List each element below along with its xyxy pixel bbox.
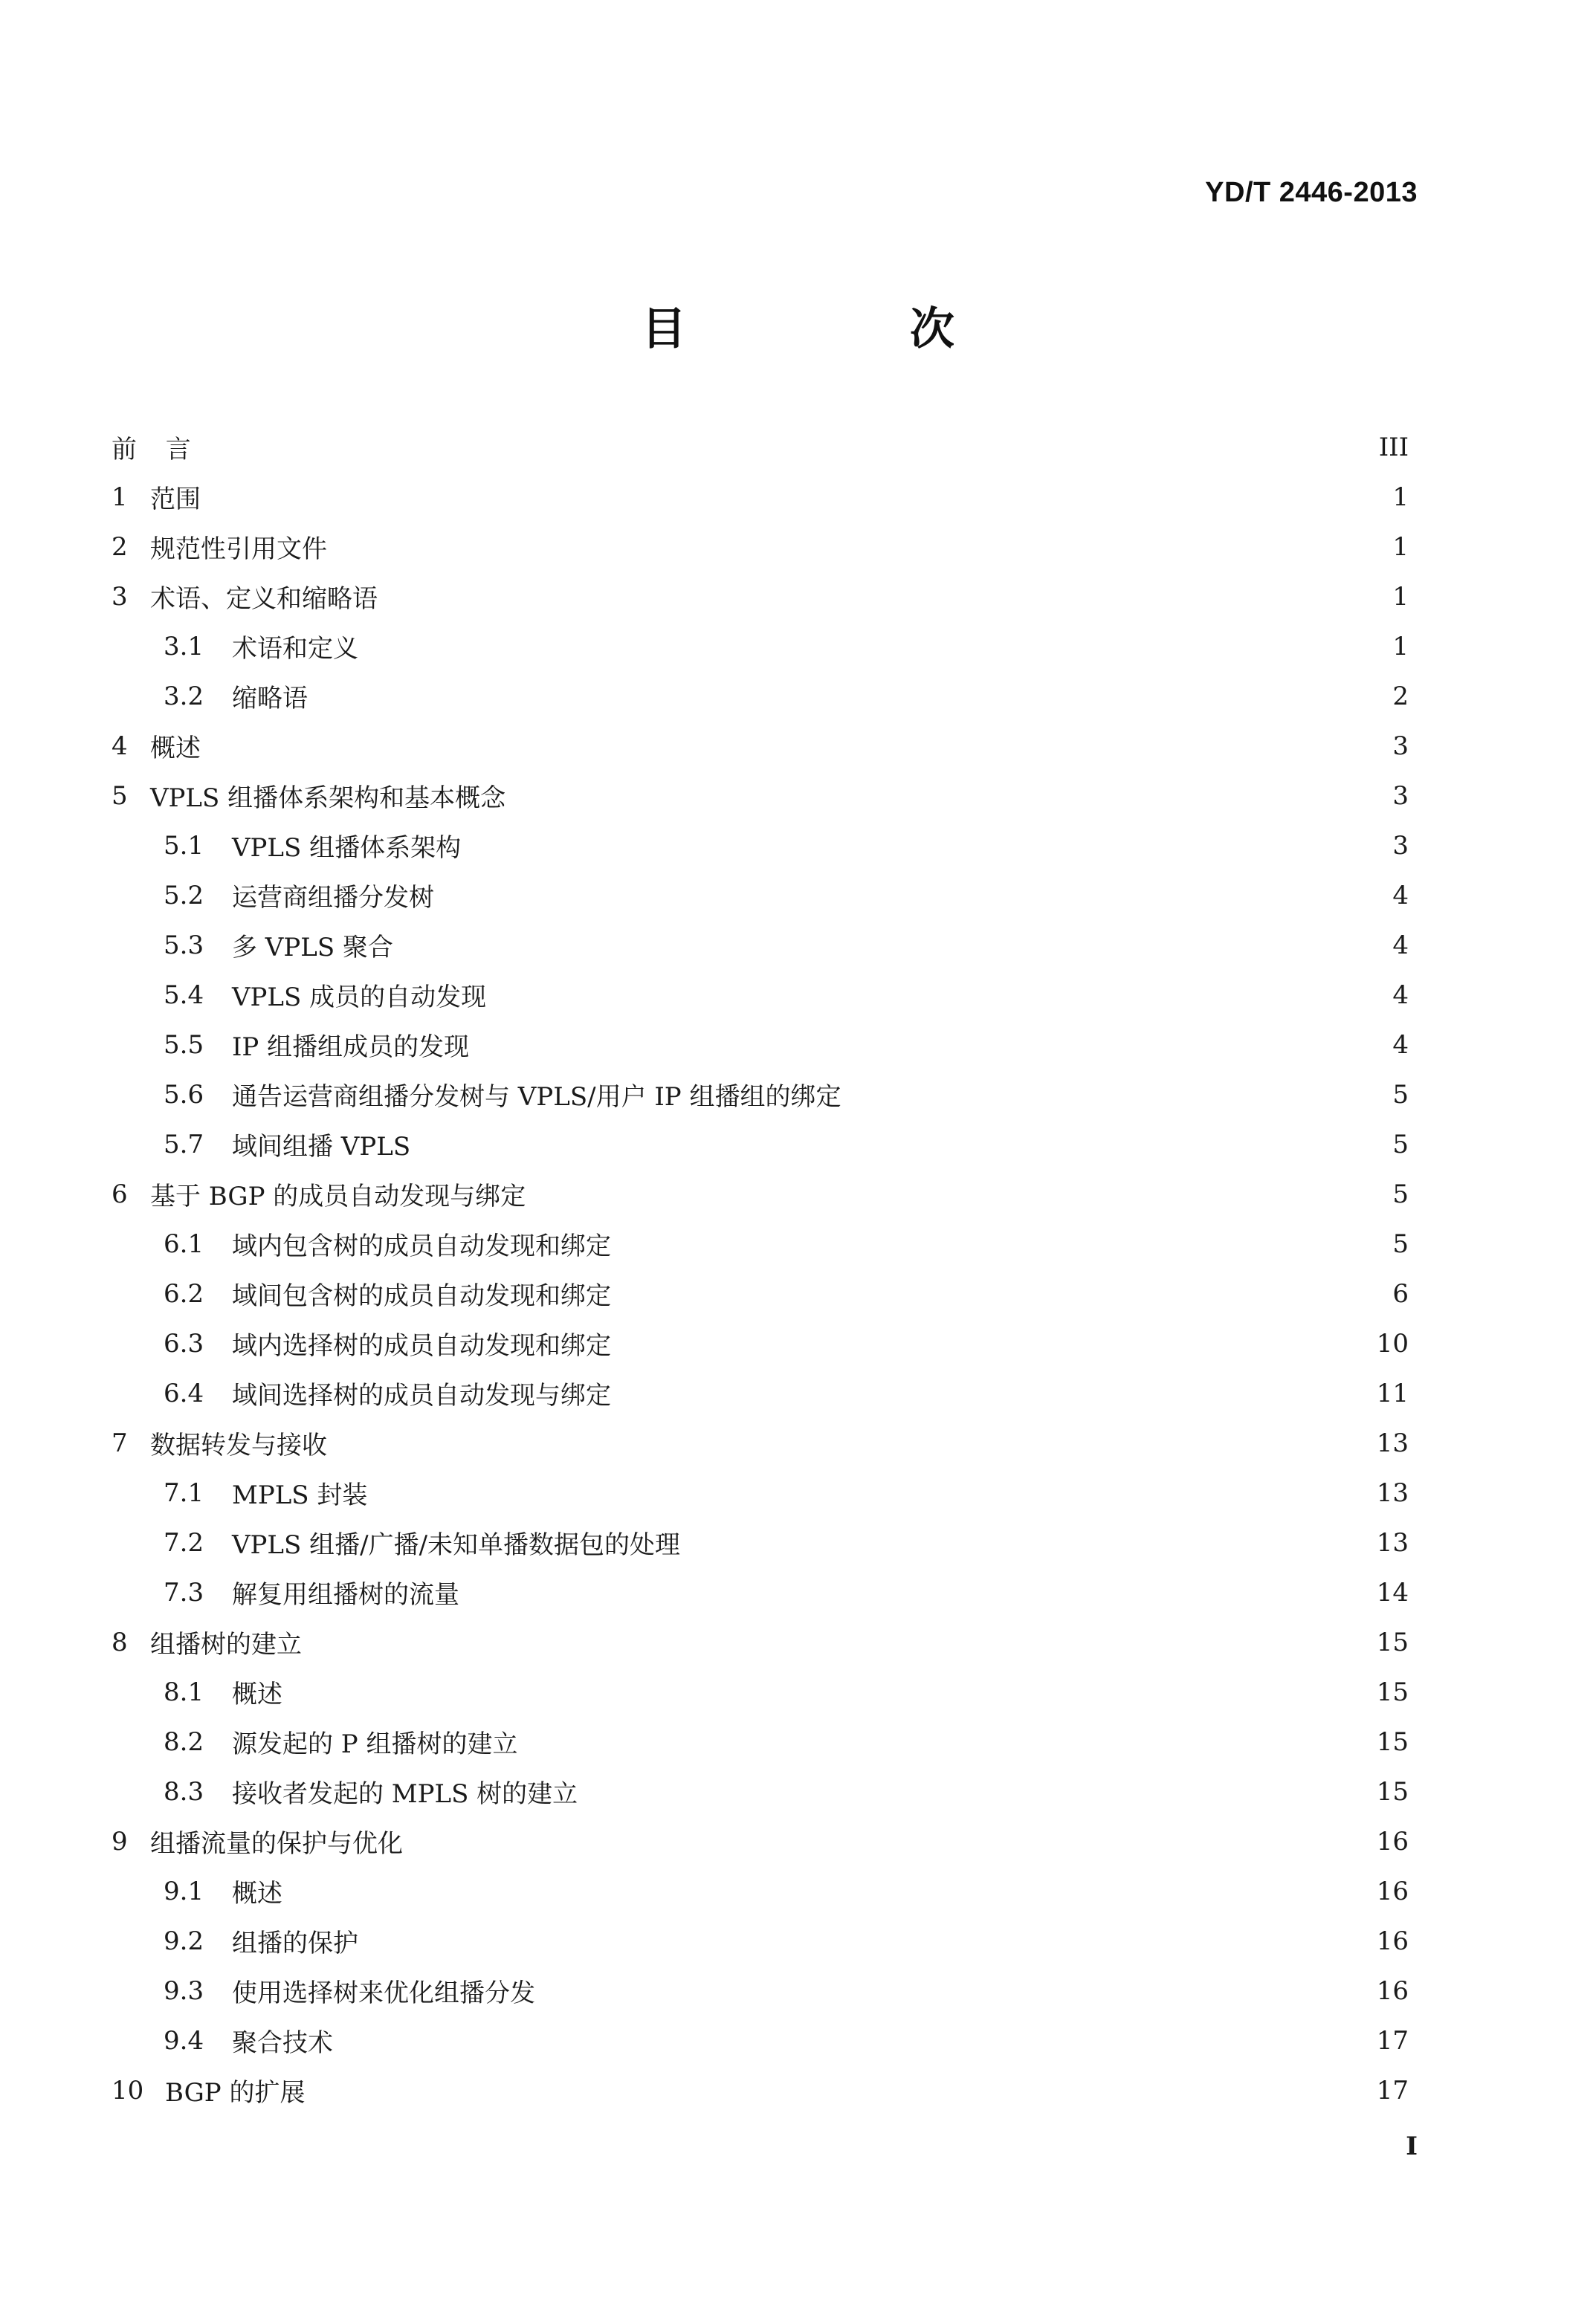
toc-dot-leader bbox=[440, 883, 1389, 908]
toc-entry-title: 解复用组播树的流量 bbox=[232, 1574, 462, 1611]
toc-dot-leader bbox=[364, 1929, 1374, 1954]
toc-entry-number: 3 bbox=[112, 581, 128, 612]
toc-dot-leader bbox=[492, 983, 1389, 1008]
toc-entry-page: 13 bbox=[1376, 1428, 1409, 1458]
toc-entry[interactable] bbox=[112, 1617, 1409, 1667]
toc-dot-leader bbox=[288, 1879, 1374, 1904]
toc-entry-number: 5.5 bbox=[164, 1029, 204, 1060]
toc-entry-page: 5 bbox=[1392, 1079, 1409, 1110]
toc-entry-title: 接收者发起的 MPLS 树的建立 bbox=[232, 1773, 581, 1810]
toc-entry[interactable] bbox=[112, 621, 1409, 671]
toc-dot-leader bbox=[207, 734, 1389, 759]
toc-entry[interactable] bbox=[112, 1269, 1409, 1318]
toc-entry-number: 5.4 bbox=[164, 980, 204, 1010]
toc-entry-number: 6 bbox=[112, 1179, 128, 1209]
toc-entry-title: MPLS 封装 bbox=[232, 1475, 370, 1511]
toc-entry-title: 组播树的建立 bbox=[150, 1624, 305, 1660]
toc-entry[interactable] bbox=[112, 1368, 1409, 1418]
toc-entry[interactable] bbox=[112, 1418, 1409, 1468]
toc-entry-page: 5 bbox=[1392, 1129, 1409, 1159]
toc-entry-title: 域内包含树的成员自动发现和绑定 bbox=[232, 1226, 614, 1262]
toc-entry[interactable] bbox=[112, 1866, 1409, 1916]
toc-entry[interactable] bbox=[112, 1816, 1409, 1866]
toc-dot-leader bbox=[333, 1431, 1374, 1456]
toc-entry-title: 范围 bbox=[150, 479, 204, 515]
toc-dot-leader bbox=[584, 1779, 1374, 1805]
toc-entry-number: 5.2 bbox=[164, 880, 204, 910]
toc-entry-title: 术语、定义和缩略语 bbox=[150, 578, 381, 615]
toc-entry-page: 15 bbox=[1376, 1677, 1409, 1707]
toc-dot-leader bbox=[207, 435, 1376, 460]
toc-entry[interactable] bbox=[112, 1567, 1409, 1617]
toc-entry-number: 6.1 bbox=[164, 1229, 204, 1259]
toc-entry-title: 组播流量的保护与优化 bbox=[150, 1823, 406, 1859]
toc-dot-leader bbox=[511, 783, 1389, 809]
toc-entry-title: 概述 bbox=[232, 1873, 285, 1909]
toc-entry-page: III bbox=[1378, 432, 1409, 462]
toc-entry-title: 通告运营商组播分发树与 VPLS/用户 IP 组播组的绑定 bbox=[232, 1076, 844, 1113]
toc-entry-number: 6.3 bbox=[164, 1328, 204, 1359]
toc-dot-leader bbox=[399, 933, 1389, 958]
toc-entry-title: 概述 bbox=[232, 1674, 285, 1710]
toc-entry-title: VPLS 组播体系架构 bbox=[232, 827, 464, 864]
toc-entry[interactable] bbox=[112, 1667, 1409, 1717]
toc-dot-leader bbox=[524, 1729, 1374, 1755]
toc-entry-number: 6.2 bbox=[164, 1278, 204, 1309]
toc-dot-leader bbox=[475, 1032, 1389, 1058]
toc-dot-leader bbox=[314, 684, 1389, 709]
toc-entry-number: 2 bbox=[112, 531, 128, 562]
toc-dot-leader bbox=[541, 1978, 1374, 2004]
toc-entry-number: 8.1 bbox=[164, 1677, 204, 1707]
toc-entry-page: 3 bbox=[1392, 780, 1409, 811]
toc-dot-leader bbox=[364, 634, 1389, 659]
toc-entry-number: 3.2 bbox=[164, 681, 204, 711]
toc-dot-leader bbox=[384, 584, 1389, 609]
toc-entry-number: 5 bbox=[112, 780, 128, 811]
toc-entry-number: 4 bbox=[112, 731, 128, 761]
toc-entry-number: 7.1 bbox=[164, 1477, 204, 1508]
toc-entry-page: 17 bbox=[1376, 2025, 1409, 2056]
toc-entry-number: 9.1 bbox=[164, 1876, 204, 1906]
toc-entry-title: 域间包含树的成员自动发现和绑定 bbox=[232, 1275, 614, 1312]
toc-entry-page: 17 bbox=[1376, 2075, 1409, 2105]
toc-entry-title: 规范性引用文件 bbox=[150, 528, 330, 565]
toc-entry[interactable] bbox=[112, 1169, 1409, 1219]
toc-entry-number: 8.2 bbox=[164, 1726, 204, 1757]
toc-entry-number: 9.3 bbox=[164, 1975, 204, 2006]
toc-entry-number: 1 bbox=[112, 482, 128, 512]
toc-entry-page: 6 bbox=[1392, 1278, 1409, 1309]
toc-dot-leader bbox=[373, 1480, 1373, 1506]
toc-entry-number: 7.2 bbox=[164, 1527, 204, 1558]
toc-entry-title: 使用选择树来优化组播分发 bbox=[232, 1972, 538, 2009]
toc-entry-page: 5 bbox=[1392, 1179, 1409, 1209]
toc-entry-page: 4 bbox=[1392, 980, 1409, 1010]
toc-entry[interactable] bbox=[112, 1119, 1409, 1169]
toc-dot-leader bbox=[288, 1680, 1374, 1705]
toc-entry-number: 9.4 bbox=[164, 2025, 204, 2056]
toc-entry[interactable] bbox=[112, 572, 1409, 621]
toc-entry[interactable] bbox=[112, 1069, 1409, 1119]
toc-entry-page: 1 bbox=[1392, 531, 1409, 562]
toc-entry-number: 前 言 bbox=[112, 435, 201, 465]
toc-entry[interactable] bbox=[112, 771, 1409, 820]
toc-entry-page: 4 bbox=[1392, 930, 1409, 960]
toc-entry[interactable] bbox=[112, 671, 1409, 721]
toc-entry[interactable] bbox=[112, 920, 1409, 970]
toc-entry-number: 7 bbox=[112, 1428, 128, 1458]
toc-entry-page: 2 bbox=[1392, 681, 1409, 711]
toc-entry-title: 术语和定义 bbox=[232, 628, 361, 664]
toc-entry-title: VPLS 组播体系架构和基本概念 bbox=[150, 777, 508, 814]
toc-entry-number: 5.3 bbox=[164, 930, 204, 960]
toc-entry-page: 3 bbox=[1392, 731, 1409, 761]
toc-entry-title: 组播的保护 bbox=[232, 1923, 361, 1959]
toc-entry-title: 聚合技术 bbox=[232, 2022, 336, 2059]
toc-dot-leader bbox=[467, 833, 1389, 858]
toc-entry-page: 16 bbox=[1376, 1876, 1409, 1906]
toc-entry-number: 5.7 bbox=[164, 1129, 204, 1159]
toc-entry-title: 多 VPLS 聚合 bbox=[232, 927, 396, 963]
toc-entry[interactable] bbox=[112, 721, 1409, 771]
toc-dot-leader bbox=[847, 1082, 1390, 1107]
toc-entry-page: 13 bbox=[1376, 1527, 1409, 1558]
toc-entry-page: 1 bbox=[1392, 631, 1409, 661]
toc-entry-title: 域间选择树的成员自动发现与绑定 bbox=[232, 1375, 614, 1411]
toc-entry-page: 1 bbox=[1392, 482, 1409, 512]
table-of-contents bbox=[112, 422, 1409, 2115]
toc-entry-page: 4 bbox=[1392, 880, 1409, 910]
toc-dot-leader bbox=[617, 1331, 1374, 1356]
toc-dot-leader bbox=[617, 1231, 1389, 1257]
toc-dot-leader bbox=[686, 1530, 1374, 1556]
toc-entry[interactable] bbox=[112, 1966, 1409, 2016]
toc-entry-number: 5.1 bbox=[164, 830, 204, 861]
toc-entry-title: IP 组播组成员的发现 bbox=[232, 1026, 472, 1063]
toc-dot-leader bbox=[339, 2028, 1374, 2053]
toc-entry-page: 3 bbox=[1392, 830, 1409, 861]
toc-entry[interactable] bbox=[112, 2016, 1409, 2065]
toc-entry-page: 5 bbox=[1392, 1229, 1409, 1259]
toc-entry-title: VPLS 成员的自动发现 bbox=[232, 977, 489, 1013]
page-number: I bbox=[1406, 2132, 1418, 2161]
toc-entry-title: BGP 的扩展 bbox=[165, 2072, 308, 2108]
toc-dot-leader bbox=[308, 1630, 1374, 1655]
toc-entry[interactable] bbox=[112, 2065, 1409, 2115]
toc-entry-page: 16 bbox=[1376, 1975, 1409, 2006]
toc-entry[interactable] bbox=[112, 1717, 1409, 1767]
toc-entry-title: 基于 BGP 的成员自动发现与绑定 bbox=[150, 1176, 529, 1212]
toc-dot-leader bbox=[617, 1281, 1389, 1307]
toc-entry-number: 8 bbox=[112, 1627, 128, 1657]
page-title: 目 次 bbox=[642, 303, 1059, 355]
toc-entry[interactable] bbox=[112, 970, 1409, 1020]
toc-entry-number: 10 bbox=[112, 2075, 144, 2105]
standard-code: YD/T 2446-2013 bbox=[1205, 177, 1418, 208]
toc-dot-leader bbox=[532, 1182, 1389, 1207]
toc-dot-leader bbox=[311, 2078, 1373, 2103]
toc-entry-number: 8.3 bbox=[164, 1776, 204, 1807]
toc-entry-page: 10 bbox=[1376, 1328, 1409, 1359]
toc-entry-number: 5.6 bbox=[164, 1079, 204, 1110]
toc-dot-leader bbox=[416, 1132, 1389, 1157]
toc-entry-number: 6.4 bbox=[164, 1378, 204, 1408]
toc-dot-leader bbox=[333, 534, 1389, 560]
toc-entry-page: 15 bbox=[1376, 1726, 1409, 1757]
toc-entry-number: 9 bbox=[112, 1826, 128, 1857]
toc-entry-number: 9.2 bbox=[164, 1926, 204, 1956]
toc-entry-page: 15 bbox=[1376, 1627, 1409, 1657]
toc-entry-title: 缩略语 bbox=[232, 678, 311, 714]
toc-dot-leader bbox=[617, 1381, 1374, 1406]
toc-entry[interactable] bbox=[112, 820, 1409, 870]
toc-entry-page: 11 bbox=[1376, 1378, 1409, 1408]
toc-entry[interactable] bbox=[112, 422, 1409, 472]
toc-entry-page: 14 bbox=[1376, 1577, 1409, 1608]
toc-entry-title: 域间组播 VPLS bbox=[232, 1126, 413, 1162]
toc-entry[interactable] bbox=[112, 1518, 1409, 1567]
toc-entry-page: 15 bbox=[1376, 1776, 1409, 1807]
toc-entry-title: VPLS 组播/广播/未知单播数据包的处理 bbox=[232, 1524, 683, 1561]
toc-entry[interactable] bbox=[112, 1020, 1409, 1069]
toc-entry-title: 运营商组播分发树 bbox=[232, 877, 437, 913]
toc-dot-leader bbox=[409, 1829, 1374, 1854]
toc-dot-leader bbox=[207, 485, 1389, 510]
toc-entry[interactable] bbox=[112, 1767, 1409, 1816]
toc-entry[interactable] bbox=[112, 522, 1409, 572]
toc-entry-title: 数据转发与接收 bbox=[150, 1425, 330, 1461]
toc-entry-title: 概述 bbox=[150, 728, 204, 764]
toc-entry[interactable] bbox=[112, 1318, 1409, 1368]
toc-entry-page: 13 bbox=[1376, 1477, 1409, 1508]
toc-entry-number: 7.3 bbox=[164, 1577, 204, 1608]
toc-entry-title: 源发起的 P 组播树的建立 bbox=[232, 1723, 521, 1760]
toc-entry[interactable] bbox=[112, 1916, 1409, 1966]
toc-entry-page: 4 bbox=[1392, 1029, 1409, 1060]
toc-entry-page: 16 bbox=[1376, 1926, 1409, 1956]
toc-entry[interactable] bbox=[112, 870, 1409, 920]
toc-entry-title: 域内选择树的成员自动发现和绑定 bbox=[232, 1325, 614, 1362]
toc-entry[interactable] bbox=[112, 1468, 1409, 1518]
toc-entry-page: 1 bbox=[1392, 581, 1409, 612]
toc-entry-page: 16 bbox=[1376, 1826, 1409, 1857]
toc-entry[interactable] bbox=[112, 472, 1409, 522]
toc-entry-number: 3.1 bbox=[164, 631, 204, 661]
toc-entry[interactable] bbox=[112, 1219, 1409, 1269]
toc-dot-leader bbox=[465, 1580, 1374, 1605]
